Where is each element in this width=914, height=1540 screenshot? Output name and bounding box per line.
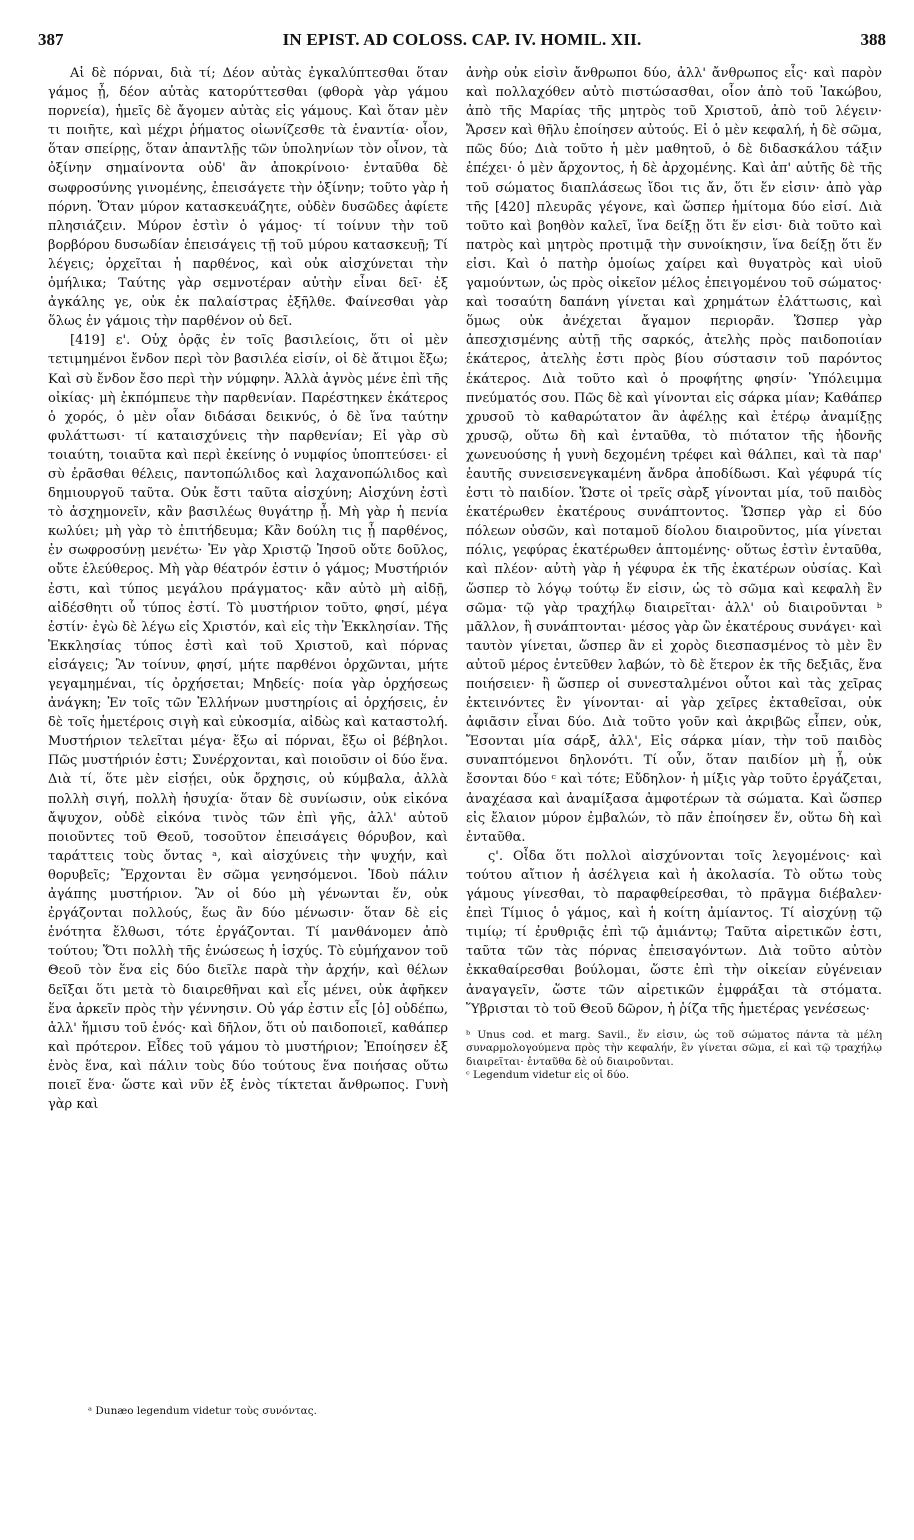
section-marker: [419] ε'.: [70, 333, 131, 349]
left-column: [48, 64, 448, 1114]
running-header: [38, 30, 886, 56]
footnotes-right: [466, 1029, 882, 1083]
footnote-b: ᵇ Unus cod. et marg. Savil., ἕν εἰσιν, ὡς τοῦ σώματος πάντα τὰ μέλη συναρμολογούμενα πρὸς τὴν κεφαλήν, ἓν γίνεται σῶμα, εἰ καὶ τῷ τραχήλῳ διαιρεῖται· ἐνταῦθα δὲ οὐ διαιροῦνται.: [466, 1028, 882, 1068]
right-column: [466, 64, 882, 1083]
paragraph: [48, 331, 448, 1114]
paragraph: ἀνὴρ οὐκ εἰσὶν ἄνθρωποι δύο, ἀλλ' ἄνθρωπος εἷς· καὶ παρὸν καὶ πολλαχόθεν αὐτὸ πιστώσασθαι, οἷον ἀπὸ τοῦ Ἰακώβου, ἀπὸ τῆς Μαρίας τῆς μητρὸς τοῦ Χριστοῦ, ἀπὸ τοῦ λέγειν· Ἄρσεν καὶ θῆλυ ἐποίησεν αὐτούς. Εἰ ὁ μὲν κεφαλή, ἡ δὲ σῶμα, πῶς δύο; Διὰ τοῦτο ἡ μὲν μαθητοῦ, ὁ δὲ διδασκάλου τάξιν ἐπέχει· ὁ μὲν ἄρχοντος, ἡ δὲ ἀρχομένης. Καὶ ἀπ' αὐτῆς δὲ τῆς τοῦ σώματος διαπλάσεως ἴδοι τις ἄν, ὅτι ἕν εἰσιν· ἀπὸ γὰρ τῆς [420] πλευρᾶς γέγονε, καὶ ὥσπερ ἡμίτομα δύο εἰσί. Διὰ τοῦτο καὶ βοηθὸν καλεῖ, ἵνα δείξῃ ὅτι ἕν εἰσι· διὰ τοῦτο καὶ πατρὸς καὶ μητρὸς προτιμᾷ τὴν συνοίκησιν, ἵνα δείξῃ ὅτι ἕν εἰσι. Καὶ ὁ πατὴρ ὁμοίως χαίρει καὶ θυγατρὸς καὶ υἱοῦ γαμούντων, ὡς πρὸς οἰκεῖον μέλος ἐπειγομένου τοῦ σώματος· καὶ τοσαύτη δαπάνη γίνεται καὶ χρημάτων ἐλάττωσις, καὶ ὅμως οὐκ ἀνέχεται ἄγαμον περιορᾶν. Ὥσπερ γὰρ ἀπεσχισμένης αὐτῇ τῆς σαρκός, ἀτελὴς πρὸς παιδοποιίαν ἑκάτερος, ἀτελὴς ἐστι πρὸς βίου σύστασιν τοῦ παρόντος ἑκάτερος. Διὰ τοῦτο καὶ ὁ προφήτης φησίν· Ὑπόλειμμα πνεύματός σου. Πῶς δὲ καὶ γίνονται εἰς σάρκα μίαν; Καθάπερ χρυσοῦ τὸ καθαρώτατον ἂν ἀφέλῃς καὶ ἑτέρῳ ἀναμίξῃς χρυσῷ, οὕτω δὴ καὶ ἐνταῦθα, τὸ πιότατον τῆς ἡδονῆς χωνευούσης ἡ γυνὴ δεχομένη τρέφει καὶ θάλπει, καὶ τὰ παρ' ἑαυτῆς συνεισενεγκαμένη ἄνδρα ἀποδίδωσι. Καὶ γέφυρά τίς ἐστι τὸ παιδίον. Ὥστε οἱ τρεῖς σὰρξ γίνονται μία, τοῦ παιδὸς ἑκατέρωθεν ἑκατέρους συνάπτοντος. Ὥσπερ γὰρ εἰ δύο πόλεων οὐσῶν, καὶ ποταμοῦ δίολου διαιροῦντος, μία γίνεται πόλις, γεφύρας ἑκατέρωθεν ἁπτομένης· οὕτως ἐστὶν ἐνταῦθα, καὶ πλέον· αὐτὴ γὰρ ἡ γέφυρα ἐκ τῆς ἑκατέρων οὐσίας. Καὶ ὥσπερ τὸ λόγῳ τούτῳ ἕν εἰσιν, ὡς τὸ σῶμα καὶ κεφαλὴ ἓν σῶμα· τῷ γὰρ τραχήλῳ διαιρεῖται· ἀλλ' οὐ διαιροῦνται ᵇ μᾶλλον, ἢ συνάπτονται· μέσος γὰρ ὢν ἑκατέρους συνάγει· καὶ ταυτὸν γίνεται, ὥσπερ ἂν εἰ χορὸς διεσπασμένος τὸ μὲν ἓν αὐτοῦ μέρος ἐντεῦθεν λαβών, τὸ δὲ ἕτερον ἐκ τῆς δεξιᾶς, ἕνα ποιήσειεν· ἢ ὥσπερ οἱ συνεσταλμένοι οὗτοι καὶ τὰς χεῖρας ἐκτεινόντες ἓν γίνονται· αἱ γὰρ χεῖρες ἐκταθεῖσαι, οὐκ ἀφιᾶσιν εἶναι δύο. Διὰ τοῦτο γοῦν καὶ ἀκριβῶς εἶπεν, οὐκ, Ἔσονται μία σάρξ, ἀλλ', Εἰς σάρκα μίαν, τὴν τοῦ παιδὸς συναπτόμενοι δηλονότι. Τί οὖν, ὅταν παιδίον μὴ ᾖ, οὐκ ἔσονται δύο ᶜ καὶ τότε; Εὔδηλον· ἡ μίξις γὰρ τοῦτο ἐργάζεται, ἀναχέασα καὶ ἀναμίξασα ἀμφοτέρων τὰ σώματα. Καὶ ὥσπερ εἰς ἔλαιον μύρον ἐμβαλών, τὸ πᾶν ἐποίησεν ἕν, οὕτω δὴ καὶ ἐνταῦθα.: [466, 66, 882, 845]
section-marker: ς'.: [488, 848, 503, 864]
footnote-c: ᶜ Legendum videtur εἰς οἱ δύο.: [466, 1069, 630, 1082]
footnote-a: ᵃ Dunæo legendum videtur τοὺς συνόντας.: [88, 1405, 317, 1417]
page-number-left: 387: [38, 30, 64, 49]
paragraph-text: Οὐχ ὁρᾷς ἐν τοῖς βασιλείοις, ὅτι οἱ μὲν τετιμημένοι ἔνδον περὶ τὸν βασιλέα εἰσίν, οἱ δὲ ἄτιμοι ἔξω; Καὶ σὺ ἔνδον ἔσο περὶ τὴν νύμφην. Ἀλλὰ ἁγνὸς μένε ἐπὶ τῆς οἰκίας· μὴ ἐκπόμπευε τὴν παρθενίαν. Παρέστηκεν ἑκάτερος ὁ χορός, ὁ μὲν οἷαν διδάσαι δεικνύς, ὁ δὲ ἵνα ταύτην φυλάττωσι· τί καταισχύνεις τὴν παρθενίαν; Εἰ γὰρ σὺ τοιαύτη, τοιαῦτα καὶ περὶ ἐκείνης ὁ νυμφίος ὑποπτεύσει· εἰ σὺ ἐρᾶσθαι θέλεις, παντοπώλιδος καὶ λαχανοπώλιδος καὶ δημιουργοῦ ταῦτα. Οὐκ ἔστι ταῦτα αἰσχύνη; Αἰσχύνη ἐστὶ τὸ ἀσχημονεῖν, κἂν βασιλέως θυγάτηρ ᾖ. Μὴ γὰρ ἡ πενία κωλύει; μὴ γὰρ τὸ ἐπιτήδευμα; Κἂν δούλη τις ᾖ παρθένος, ἐν σωφροσύνῃ μενέτω· Ἐν γὰρ Χριστῷ Ἰησοῦ οὔτε δοῦλος, οὔτε ἐλεύθερος. Μὴ γὰρ θέατρόν ἐστιν ὁ γάμος; Μυστήριόν ἐστι, καὶ τύπος μεγάλου πράγματος· κἂν αὐτὸ μὴ αἰδῇ, αἰδέσθητι οὗ τύπος ἐστί. Τὸ μυστήριον τοῦτο, φησί, μέγα ἐστίν· ἐγὼ δὲ λέγω εἰς Χριστόν, καὶ εἰς τὴν Ἐκκλησίαν. Τῆς Ἐκκλησίας τύπος ἐστὶ καὶ τοῦ Χριστοῦ, καὶ πόρνας εἰσάγεις; Ἂν τοίνυν, φησί, μήτε παρθένοι ὀρχῶνται, μήτε γεγαμημέναι, τίς ὀρχήσεται; Μηδείς· ποία γὰρ ὀρχήσεως ἀνάγκη; Ἐν τοῖς τῶν Ἑλλήνων μυστηρίοις αἱ ὀρχήσεις, ἐν δὲ τοῖς ἡμετέροις σιγὴ καὶ εὐκοσμία, αἰδὼς καὶ καταστολή. Μυστήριον τελεῖται μέγα· ἔξω αἱ πόρναι, ἔξω οἱ βέβηλοι. Πῶς μυστήριόν ἐστι; Συνέρχονται, καὶ ποιοῦσιν οἱ δύο ἕνα. Διὰ τί, ὅτε μὲν εἰσῄει, οὐκ ὄρχησις, οὐ κύμβαλα, ἀλλὰ πολλὴ σιγή, πολλὴ ἡσυχία· ὅταν δὲ συνίωσιν, οὐκ εἰκόνα ἄψυχον, οὐδὲ εἰκόνα τινὸς τῶν ἐπὶ γῆς, ἀλλ' αὐτοῦ ποιοῦντες τοῦ Θεοῦ, τοσοῦτον ἐπεισάγεις θόρυβον, καὶ ταράττεις τοὺς ὄντας ᵃ, καὶ αἰσχύνεις τὴν ψυχήν, καὶ θορυβεῖς; Ἔρχονται ἓν σῶμα γενησόμενοι. Ἰδοὺ πάλιν ἀγάπης μυστήριον. Ἂν οἱ δύο μὴ γένωνται ἕν, οὐκ ἐργάζονται πολλούς, ἕως ἂν δύο μένωσιν· ὅταν δὲ εἰς ἑνότητα ἔλθωσι, τότε ἐργάζονται. Τί μανθάνομεν ἀπὸ τούτου; Ὅτι πολλὴ τῆς ἑνώσεως ἡ ἰσχύς. Τὸ εὐμήχανον τοῦ Θεοῦ τὸν ἕνα εἰς δύο διεῖλε παρὰ τὴν ἀρχήν, καὶ θέλων δεῖξαι ὅτι μετὰ τὸ διαιρεθῆναι καὶ εἷς μένει, οὐκ ἀφῆκεν ἕνα ἀρκεῖν πρὸς τὴν γέννησιν. Οὐ γάρ ἐστιν εἷς [ὁ] οὐδέπω, ἀλλ' ἥμισυ τοῦ ἑνός· καὶ δῆλον, ὅτι οὐ παιδοποιεῖ, καθάπερ καὶ πρότερον. Εἶδες τοῦ γάμου τὸ μυστήριον; Ἐποίησεν ἐξ ἑνὸς ἕνα, καὶ πάλιν τοὺς δύο τούτους ἕνα ποιήσας οὕτω ποιεῖ ἕνα· ὥστε καὶ νῦν ἐξ ἑνὸς τίκτεται ἄνθρωπος. Γυνὴ γὰρ καὶ: [48, 333, 448, 1113]
paragraph: Αἱ δὲ πόρναι, διὰ τί; Δέον αὐτὰς ἐγκαλύπτεσθαι ὅταν γάμος ᾖ, δέον αὐτὰς κατορύττεσθαι (φθορὰ γὰρ γάμου πορνεία), ἡμεῖς δὲ ἄγομεν αὐτὰς εἰς γάμους. Καὶ ὅταν μὲν τι ποιῆτε, καὶ μέχρι ῥήματος οἰωνίζεσθε τὰ ἐναντία· οἷον, ὅταν σπείρῃς, ὅταν ἀπαντλῇς τῶν ὑποληνίων τὸν οἶνον, τὰ ὀξίνην σημαίνοντα οὐδ' ἂν ἀποκρίνοιο· ἐνταῦθα δὲ σωφροσύνης γινομένης, ἐπεισάγετε τὴν ὀξίνην; τοῦτο γὰρ ἡ πόρνη. Ὅταν μύρον κατασκευάζητε, οὐδὲν δυσῶδες ἀφίετε πλησιάζειν. Μύρον ἐστὶν ὁ γάμος· τί τοίνυν τὴν τοῦ βορβόρου δυσωδίαν ἐπεισάγεις τῇ τοῦ μύρου κατασκευῇ; Τί λέγεις; ὀρχεῖται ἡ παρθένος, καὶ οὐκ αἰσχύνεται τὴν ὁμήλικα; Ταύτης γὰρ σεμνοτέραν αὐτὴν εἶναι δεῖ· ἐξ ἀγκάλης γε, οὐκ ἐκ παλαίστρας ἐξῆλθε. Φαίνεσθαι γὰρ ὅλως ἐν γάμοις τὴν παρθένον οὐ δεῖ.: [48, 66, 448, 330]
paragraph: [466, 847, 882, 1019]
page-number-right: 388: [860, 30, 886, 49]
paragraph-text: Οἶδα ὅτι πολλοὶ αἰσχύνονται τοῖς λεγομένοις· καὶ τούτου αἴτιον ἡ ἀσέλγεια καὶ ἡ ἀκολασία. Τὸ οὕτω τοὺς γάμους γίνεσθαι, τὸ παραφθείρεσθαι, τὸ πρᾶγμα διέβαλεν· ἐπεὶ Τίμιος ὁ γάμος, καὶ ἡ κοίτη ἀμίαντος. Τί αἰσχύνῃ τῷ τιμίῳ; τί ἐρυθριᾷς ἐπὶ τῷ ἀμιάντῳ; Ταῦτα αἱρετικῶν ἐστι, ταῦτα τῶν τὰς πόρνας ἐπεισαγόντων. Διὰ τοῦτο αὐτὸν ἐκκαθαίρεσθαι βούλομαι, ὥστε ἐπὶ τὴν οἰκείαν εὐγένειαν ἀναγαγεῖν, ὥστε τῶν αἱρετικῶν ἐμφράξαι τὰ στόματα. Ὕβρισται τὸ τοῦ Θεοῦ δῶρον, ἡ ῥίζα τῆς ἡμετέρας γενέσεως·: [466, 848, 882, 1017]
running-title: IN EPIST. AD COLOSS. CAP. IV. HOMIL. XII.: [282, 30, 642, 49]
